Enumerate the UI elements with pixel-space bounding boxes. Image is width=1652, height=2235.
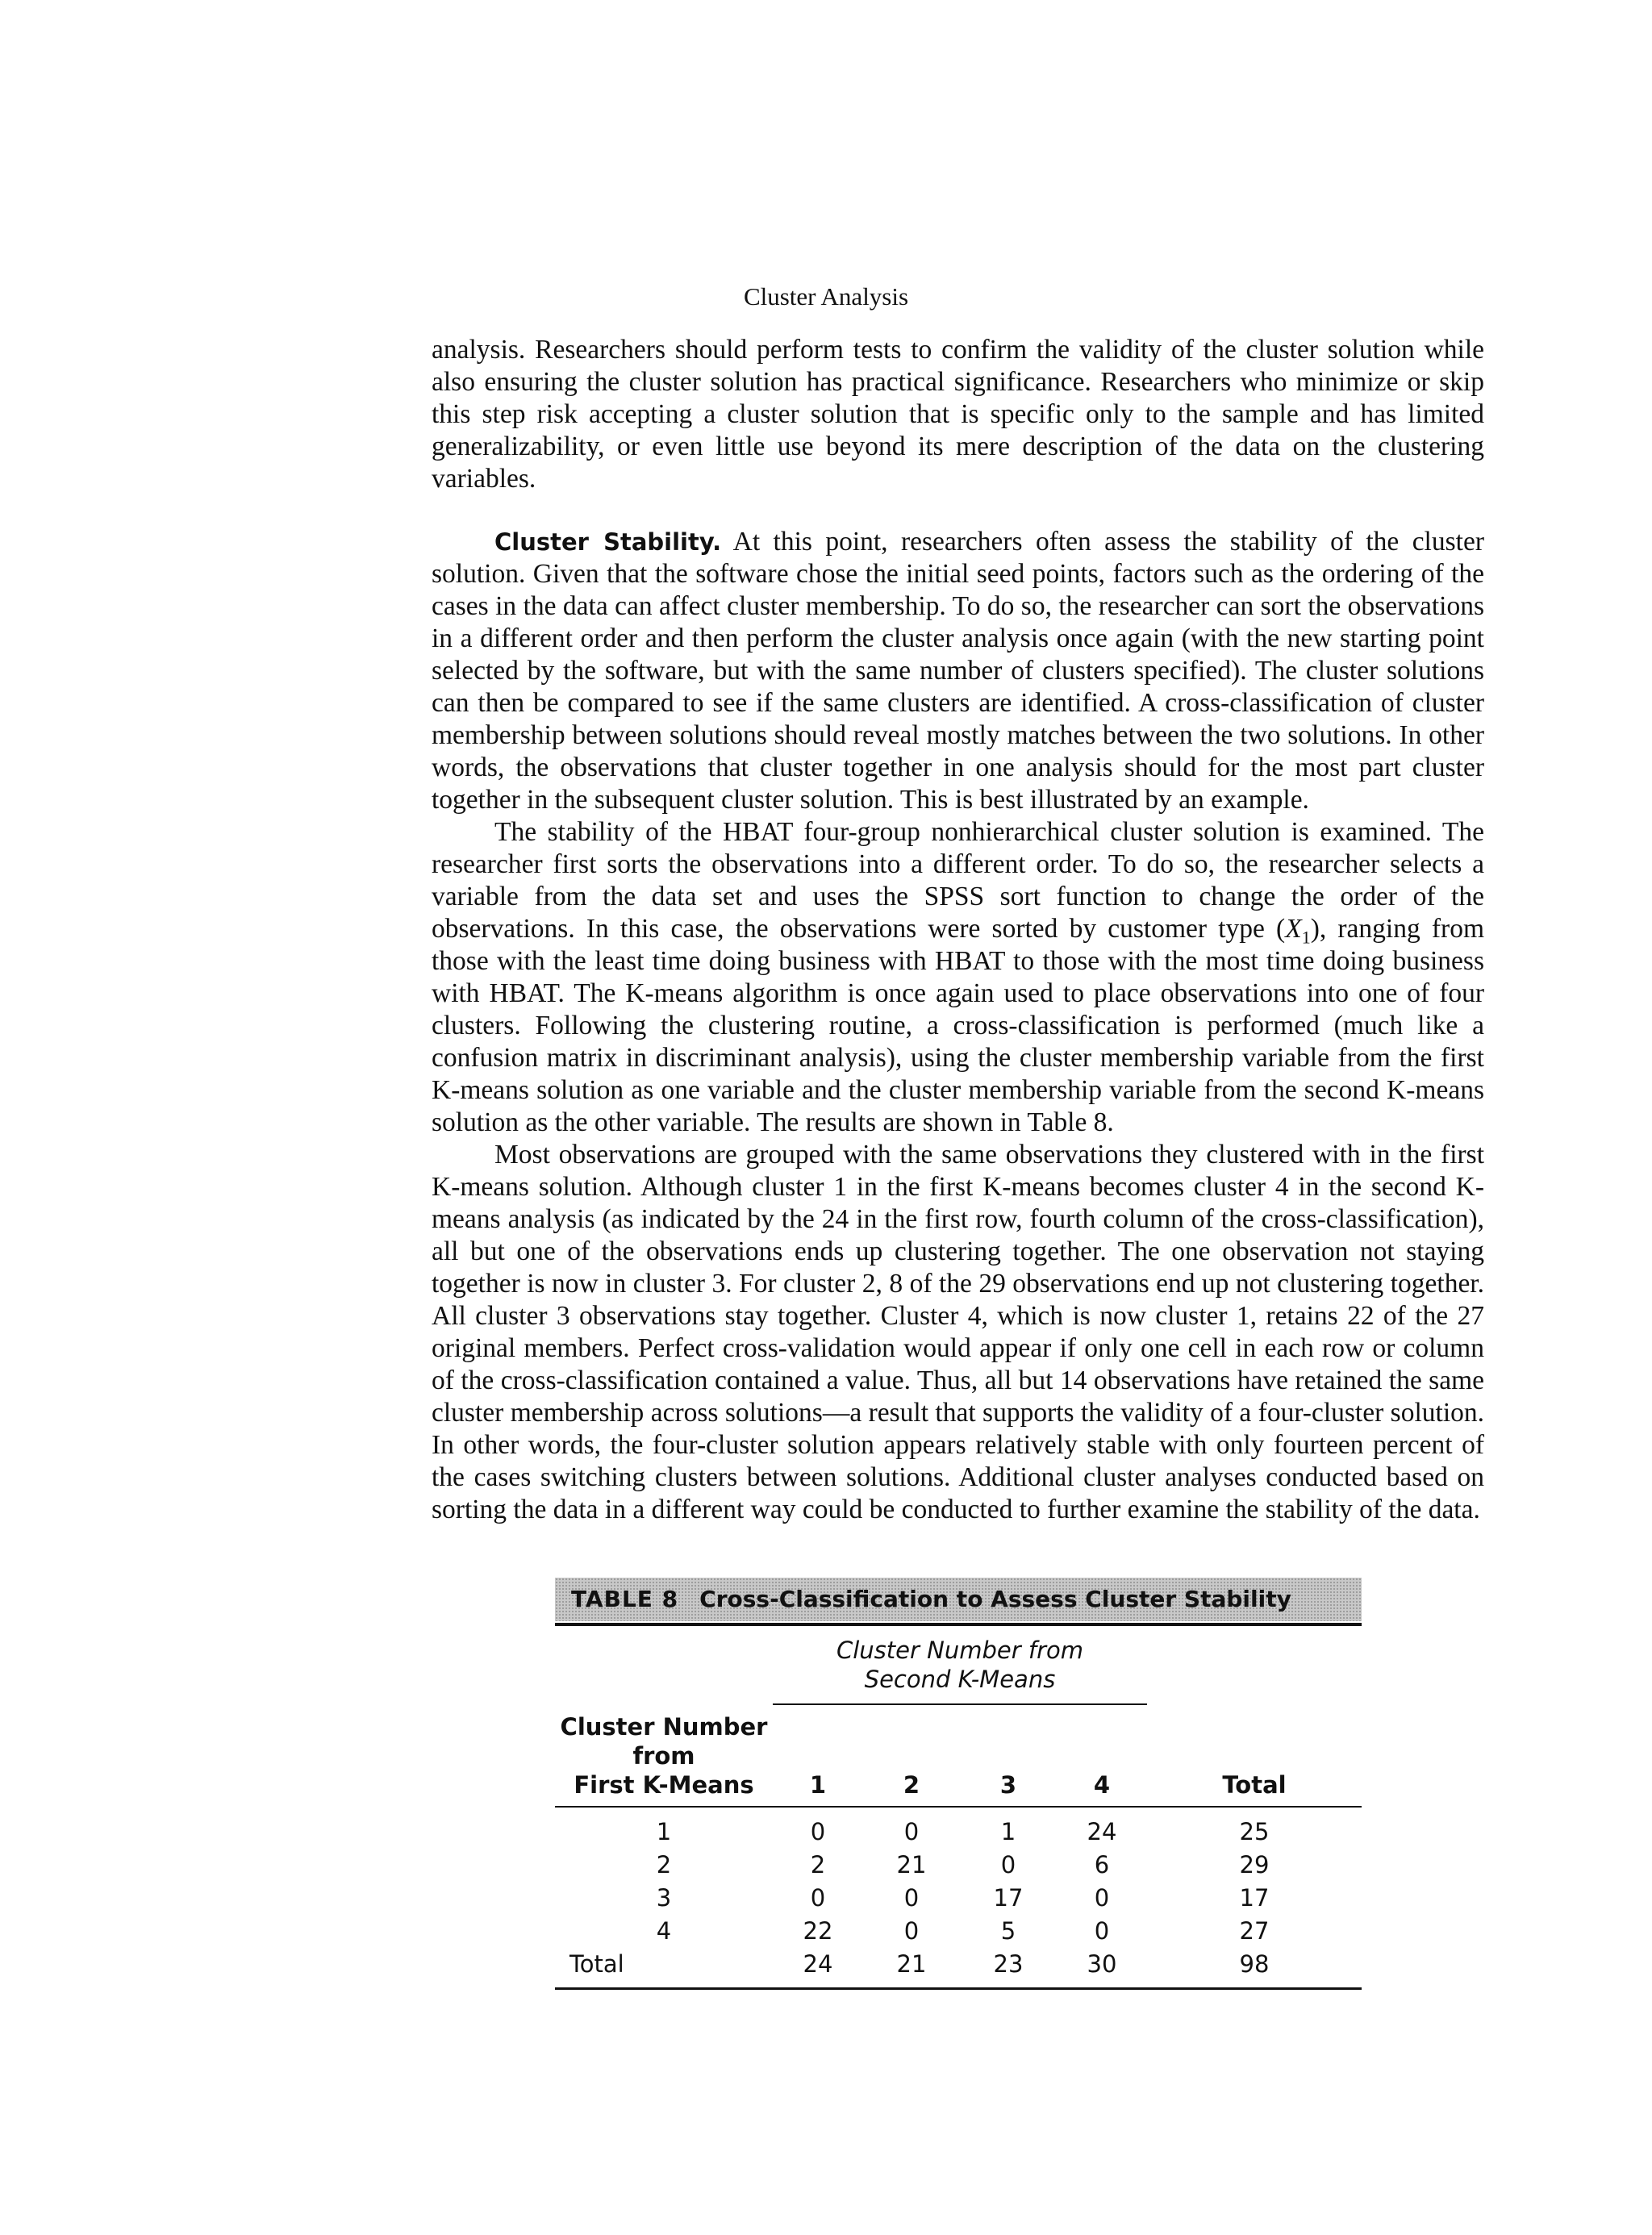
table-cell: 0 bbox=[903, 1917, 920, 1945]
table-cell: 0 bbox=[1094, 1884, 1110, 1912]
table-cell: 0 bbox=[810, 1818, 826, 1845]
column-header: 3 bbox=[999, 1771, 1017, 1799]
table-row bbox=[555, 1882, 1362, 1915]
row-label: 4 bbox=[656, 1917, 672, 1945]
column-header-total: Total bbox=[1222, 1771, 1287, 1799]
table-title-bar bbox=[555, 1578, 1362, 1621]
table-cell: 17 bbox=[993, 1884, 1024, 1912]
table-cell: 21 bbox=[896, 1950, 927, 1978]
table-8 bbox=[555, 1578, 1362, 1990]
header-row bbox=[555, 1704, 1362, 1799]
row-head-line-2: First K-Means bbox=[574, 1771, 754, 1799]
body-text bbox=[432, 334, 1484, 1526]
column-header: 2 bbox=[903, 1771, 920, 1799]
paragraph-2-text: At this point, researchers often assess the stability of the cluster solution. Given that the software chose the initial seed points, factors such as the ordering of the cases in the data can affect cluster membership. To do so, the researcher can sort the observations in a different order and then perform the cluster analysis once again (with the new starting point selected by the software, but with the same number of clusters specified). The cluster solutions can then be compared to see if the same clusters are identified. A cross-classification of cluster membership between solutions should reveal mostly matches between the two solutions. In other words, the observations that cluster together in one analysis should for the most part cluster together in the subsequent cluster solution. This is best illustrated by an example. bbox=[432, 527, 1484, 815]
cross-classification-table bbox=[555, 1626, 1362, 1981]
table-cell: 23 bbox=[993, 1950, 1024, 1978]
table-bottom-rule bbox=[555, 1987, 1362, 1990]
table-cell: 0 bbox=[903, 1884, 920, 1912]
table-cell-total: 17 bbox=[1239, 1884, 1270, 1912]
table-caption: Cross-Classification to Assess Cluster Stability bbox=[699, 1586, 1291, 1612]
paragraph-3-part-a: The stability of the HBAT four-group nonhierarchical cluster solution is examined. The researcher first sorts the observations into a different order. To do so, the researcher selects a variable from the data set and uses the SPSS sort function to change the order of the observations. In this case, the observations were sorted by customer type ( bbox=[432, 817, 1484, 944]
table-row bbox=[555, 1808, 1362, 1849]
table-cell-total: 25 bbox=[1239, 1818, 1270, 1845]
row-label: 1 bbox=[656, 1818, 672, 1845]
row-label: 3 bbox=[656, 1884, 672, 1912]
table-cell: 0 bbox=[903, 1818, 920, 1845]
header-rule-row bbox=[555, 1799, 1362, 1806]
table-cell: 0 bbox=[810, 1884, 826, 1912]
paragraph-3 bbox=[432, 816, 1484, 1139]
row-label: 2 bbox=[656, 1851, 672, 1878]
variable-x: X bbox=[1285, 914, 1302, 944]
table-row bbox=[555, 1915, 1362, 1948]
paragraph-cluster-stability bbox=[432, 526, 1484, 816]
row-label-total: Total bbox=[569, 1950, 624, 1978]
paragraph-3-part-b: ), ranging from those with the least time doing business with HBAT to those with the most time doing business with HBAT. The K-means algorithm is once again used to place observations into one of four clusters. Following the clustering routine, a cross-classification is performed (much like a confusion matrix in discriminant analysis), using the cluster membership variable from the first K-means solution as one variable and the cluster membership variable from the second K-means solution as the other variable. The results are shown in Table 8. bbox=[432, 914, 1485, 1137]
table-cell: 0 bbox=[1000, 1851, 1016, 1878]
table-cell: 1 bbox=[1000, 1818, 1016, 1845]
column-header: 4 bbox=[1093, 1771, 1111, 1799]
table-cell: 24 bbox=[803, 1950, 833, 1978]
row-head-line-1: Cluster Number from bbox=[560, 1713, 768, 1770]
table-cell: 2 bbox=[810, 1851, 826, 1878]
section-run-in-heading: Cluster Stability. bbox=[494, 528, 722, 556]
column-group-label bbox=[773, 1626, 1147, 1694]
column-group-line-1: Cluster Number from bbox=[836, 1637, 1083, 1664]
table-cell: 21 bbox=[896, 1851, 927, 1878]
table-cell-total: 98 bbox=[1239, 1950, 1270, 1978]
table-cell-total: 29 bbox=[1239, 1851, 1270, 1878]
paragraph-4: Most observations are grouped with the same observations they clustered with in the first K-means solution. Although cluster 1 in the first K-means becomes cluster 4 in the second K-means analysis (as indicated by the 24 in the first row, fourth column of the cross-classification), all but one of the observations ends up clustering together. The one observation not staying together is now in cluster 3. For cluster 2, 8 of the 29 observations end up not clustering together. All cluster 3 observations stay together. Cluster 4, which is now cluster 1, retains 22 of the 27 original members. Perfect cross-validation would appear if only one cell in each row or column of the cross-classification contained a value. Thus, all but 14 observations have retained the same cluster membership across solutions—a result that supports the validity of a four-cluster solution. In other words, the four-cluster solution appears relatively stable with only fourteen percent of the cases switching clusters between solutions. Additional cluster analyses conducted based on sorting the data in a different way could be conducted to further examine the stability of the data. bbox=[432, 1140, 1484, 1524]
column-group-line-2: Second K-Means bbox=[864, 1666, 1056, 1693]
column-group-rule bbox=[773, 1694, 1147, 1704]
table-cell: 0 bbox=[1094, 1917, 1110, 1945]
table-row bbox=[555, 1849, 1362, 1882]
table-row-total bbox=[555, 1948, 1362, 1981]
row-head-label bbox=[555, 1704, 773, 1799]
table-cell-total: 27 bbox=[1239, 1917, 1270, 1945]
column-group-rule-row bbox=[555, 1694, 1362, 1704]
table-label: TABLE 8 bbox=[571, 1586, 679, 1612]
column-header: 1 bbox=[809, 1771, 827, 1799]
table-cell: 5 bbox=[1000, 1917, 1016, 1945]
paragraph-1: analysis. Researchers should perform tests to confirm the validity of the cluster solution while also ensuring the cluster solution has practical significance. Researchers who minimize or skip this step risk accepting a cluster solution that is specific only to the sample and has limited generalizability, or even little use beyond its mere description of the data on the clustering variables. bbox=[432, 335, 1484, 494]
table-cell: 30 bbox=[1087, 1950, 1117, 1978]
table-cell: 24 bbox=[1087, 1818, 1117, 1845]
table-cell: 22 bbox=[803, 1917, 833, 1945]
variable-subscript: 1 bbox=[1301, 927, 1311, 948]
running-head: Cluster Analysis bbox=[743, 282, 909, 311]
table-cell: 6 bbox=[1094, 1851, 1110, 1878]
column-group-header bbox=[555, 1626, 1362, 1694]
